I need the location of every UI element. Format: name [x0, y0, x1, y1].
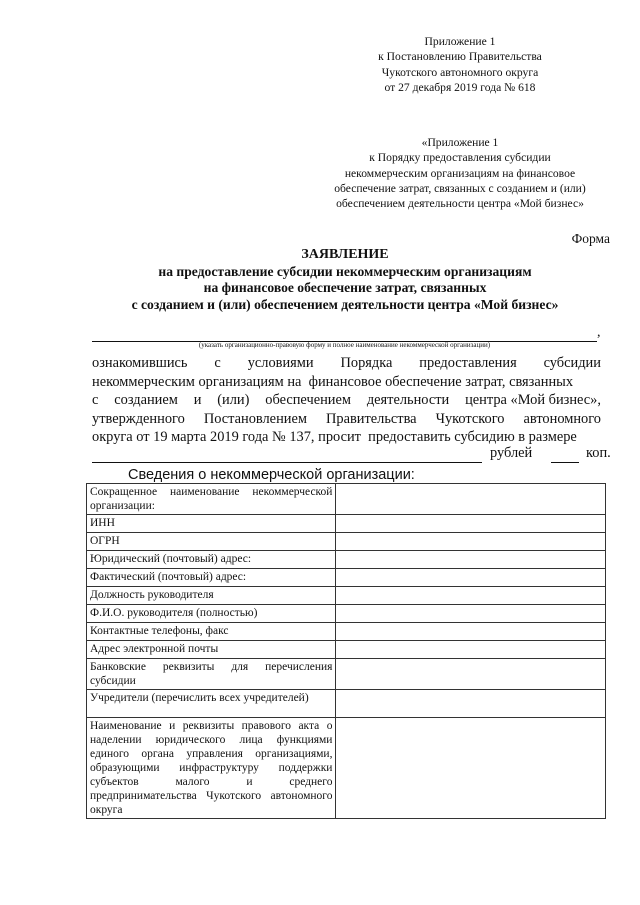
body-word: с: [92, 392, 99, 409]
field-value-cell[interactable]: [336, 623, 606, 641]
title-heading: ЗАЯВЛЕНИЕ: [301, 247, 389, 262]
field-label: Ф.И.О. руководителя (полностью): [87, 605, 336, 623]
body-word: округа от 19 марта 2019 года № 137, просит предоставить субсидию в размере: [92, 429, 577, 446]
body-word: и: [193, 392, 202, 409]
section-title: Сведения о некоммерческой организации:: [128, 467, 415, 483]
form-label: Форма: [571, 231, 610, 246]
annex2-line: обеспечением деятельности центра «Мой бизнес»: [336, 197, 584, 211]
field-value-cell[interactable]: [336, 605, 606, 623]
title-line: с созданием и (или) обеспечением деятельности центра «Мой бизнес»: [131, 296, 559, 312]
body-word: автономного: [523, 410, 601, 427]
field-value-cell[interactable]: [336, 515, 606, 533]
subsidy-kopecks-field[interactable]: [551, 447, 579, 463]
body-line: [92, 410, 601, 429]
table-row: [87, 587, 606, 605]
body-word: ознакомившись: [92, 355, 188, 371]
body-word: с: [214, 355, 221, 371]
body-word: условиями: [247, 355, 314, 371]
document-title: [40, 247, 640, 313]
applicant-name-field[interactable]: [92, 323, 597, 342]
body-word: утвержденного: [92, 410, 185, 427]
table-row: [87, 533, 606, 551]
body-word: Постановлением: [203, 410, 307, 427]
table-row: [87, 690, 606, 718]
table-row: [87, 659, 606, 690]
field-label: Фактический (почтовый) адрес:: [87, 569, 336, 587]
subsidy-amount-line: [92, 445, 611, 465]
field-value-cell[interactable]: [336, 659, 606, 690]
annex-line: от 27 декабря 2019 года № 618: [384, 80, 536, 94]
field-label: Контактные телефоны, факс: [87, 623, 336, 641]
kopecks-label: коп.: [586, 445, 611, 461]
table-row: [87, 551, 606, 569]
field-label: Наименование и реквизиты правового акта о наделении юридического лица функциями единого органа управления организациями, образующими инфраструктуру поддержки субъектов малого и среднего предпринимательства Чукотского автономного округа: [87, 718, 336, 819]
table-row: [87, 569, 606, 587]
field-label: Сокращенное наименование некоммерческой организации:: [87, 484, 336, 515]
field-label: ОГРН: [87, 533, 336, 551]
rubles-label: рублей: [490, 445, 533, 461]
body-word: (или): [217, 392, 250, 409]
annex-line: Приложение 1: [424, 35, 496, 48]
body-paragraph: [92, 354, 601, 447]
body-word: Порядка: [340, 355, 393, 371]
field-label: Должность руководителя: [87, 587, 336, 605]
annex2-header: [300, 135, 620, 211]
table-row: [87, 718, 606, 819]
table-row: [87, 623, 606, 641]
field-label: Юридический (почтовый) адрес:: [87, 551, 336, 569]
annex2-line: «Приложение 1: [421, 136, 499, 149]
title-line: на предоставление субсидии некоммерческим организациям: [158, 263, 532, 279]
field-value-cell[interactable]: [336, 569, 606, 587]
table-row: [87, 484, 606, 515]
field-label: Банковские реквизиты для перечисления субсидии: [87, 659, 336, 690]
field-value-cell[interactable]: [336, 690, 606, 718]
annex-line: Чукотского автономного округа: [381, 65, 539, 79]
field-value-cell[interactable]: [336, 718, 606, 819]
table-row: [87, 641, 606, 659]
field-label: Адрес электронной почты: [87, 641, 336, 659]
body-word: Правительства: [326, 410, 417, 427]
field-label: ИНН: [87, 515, 336, 533]
annex-header: [300, 34, 620, 95]
annex-line: к Постановлению Правительства: [378, 50, 542, 64]
body-word: Чукотского: [435, 410, 505, 427]
body-word: деятельности: [366, 392, 450, 409]
body-word: субсидии: [543, 355, 601, 371]
annex2-line: обеспечение затрат, связанных с созданием и (или): [334, 181, 586, 195]
body-word: предоставления: [419, 355, 517, 371]
field-label: Учредители (перечислить всех учредителей): [87, 690, 336, 718]
body-word: обеспечением: [265, 392, 351, 409]
body-word: созданием: [114, 392, 178, 409]
title-line: на финансовое обеспечение затрат, связанных: [203, 280, 487, 295]
applicant-hint: (указать организационно-правовую форму и полное наименование некоммерческой организации): [198, 341, 491, 349]
annex2-line: некоммерческим организациям на финансовое: [344, 166, 576, 180]
field-value-cell[interactable]: [336, 484, 606, 515]
table-row: [87, 515, 606, 533]
body-line: [92, 373, 601, 392]
field-value-cell[interactable]: [336, 641, 606, 659]
field-value-cell[interactable]: [336, 533, 606, 551]
table-row: [87, 605, 606, 623]
field-value-cell[interactable]: [336, 551, 606, 569]
applicant-comma: ,: [597, 325, 601, 340]
organization-info-table: [86, 483, 606, 819]
field-value-cell[interactable]: [336, 587, 606, 605]
body-word: некоммерческим организациям на финансовое обеспечение затрат, связанных: [92, 373, 574, 390]
subsidy-rubles-field[interactable]: [92, 447, 482, 463]
body-line: [92, 391, 601, 410]
body-line: [92, 354, 601, 373]
body-word: центра «Мой бизнес»,: [465, 392, 601, 409]
annex2-line: к Порядку предоставления субсидии: [369, 151, 551, 165]
